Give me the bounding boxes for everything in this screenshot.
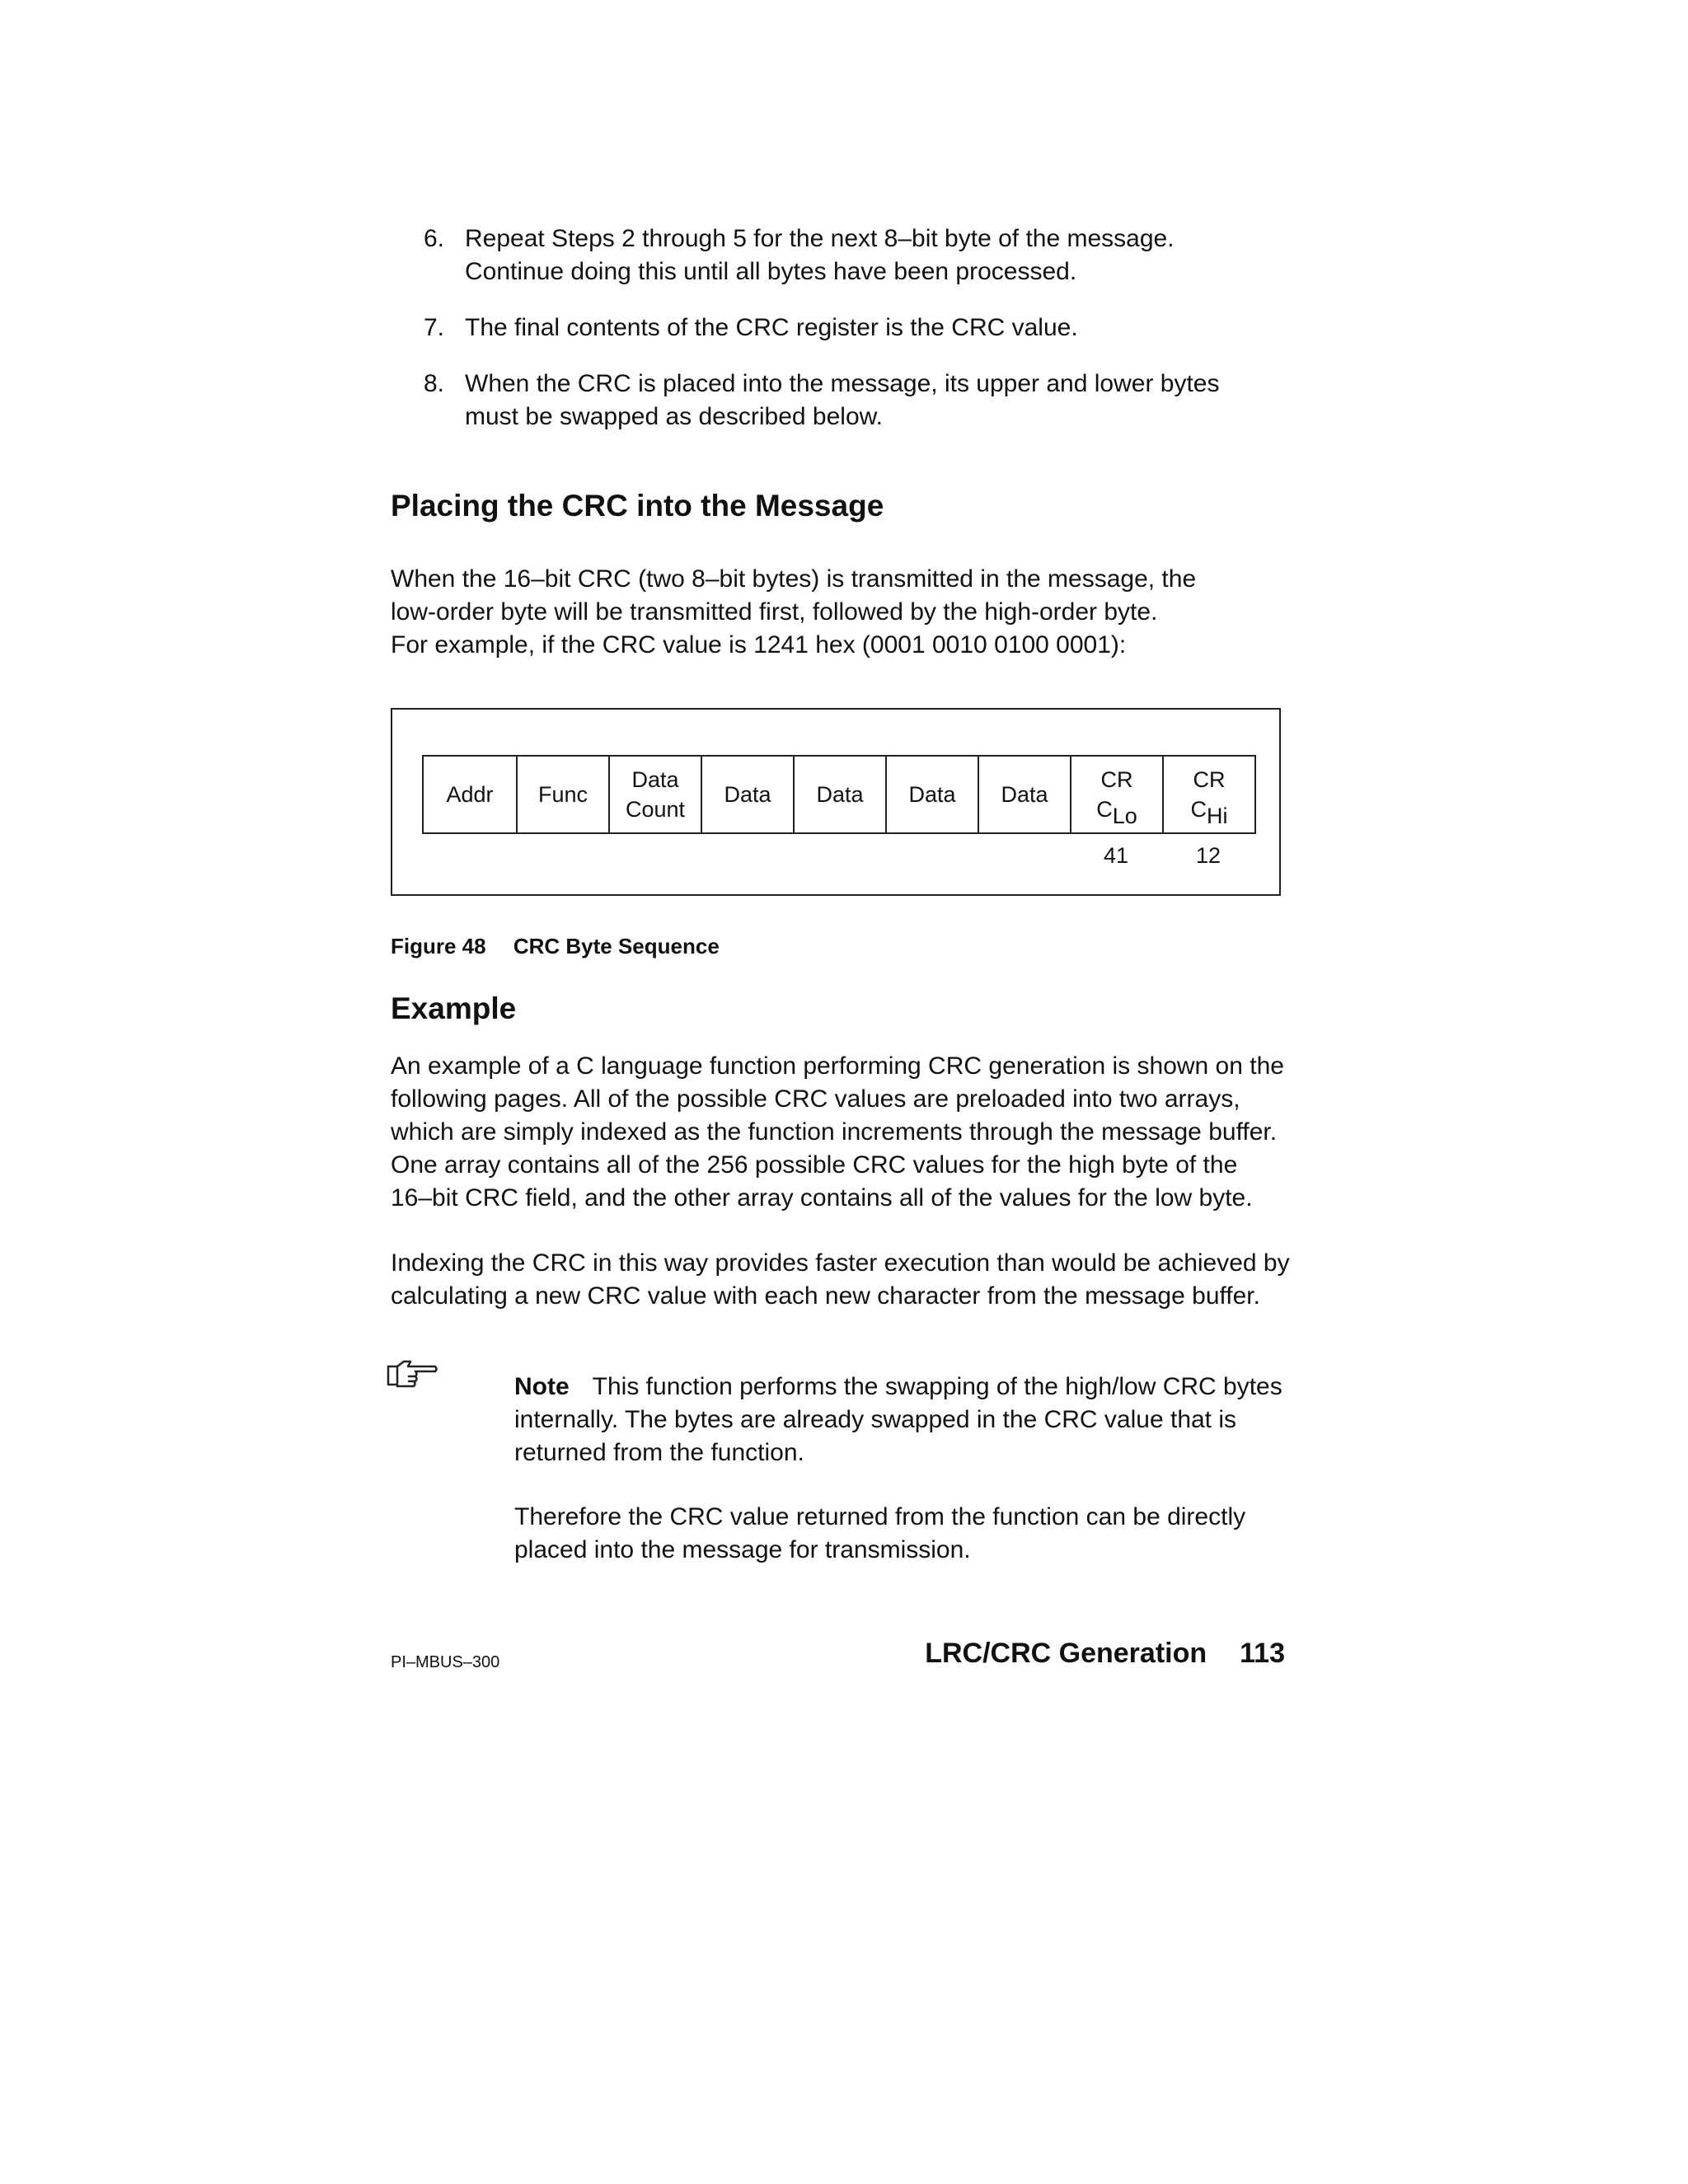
steps-list <box>424 223 1281 457</box>
paragraph-line: calculating a new CRC value with each new character from the message buffer. <box>391 1282 1260 1310</box>
list-text: When the CRC is placed into the message, its upper and lower bytes <box>465 370 1220 397</box>
figure-caption <box>391 934 720 959</box>
list-text: must be swapped as described below. <box>465 403 883 430</box>
list-text: Continue doing this until all bytes have been processed. <box>465 258 1077 285</box>
figure-label: Figure 48 <box>391 934 486 958</box>
figure-title: CRC Byte Sequence <box>513 934 720 958</box>
list-item <box>424 368 1281 434</box>
paragraph-line: An example of a C language function performing CRC generation is shown on the <box>391 1052 1284 1080</box>
cell-label: CR <box>1193 767 1226 792</box>
paragraph-line: which are simply indexed as the function increments through the message buffer. <box>391 1118 1278 1146</box>
footer-doc-id: PI–MBUS–300 <box>391 1653 500 1671</box>
paragraph-line: 16–bit CRC field, and the other array contains all of the values for the low byte. <box>391 1184 1253 1212</box>
cell-label: C <box>1096 797 1113 822</box>
byte-cell-addr <box>424 757 516 832</box>
list-text: Repeat Steps 2 through 5 for the next 8–bit byte of the message. <box>465 225 1175 252</box>
section-paragraph <box>391 1247 1306 1313</box>
footer-chapter <box>925 1638 1285 1670</box>
byte-cell-data <box>978 757 1070 832</box>
footer-chapter-title: LRC/CRC Generation <box>925 1638 1207 1669</box>
list-number: 8. <box>424 370 445 397</box>
note-line <box>514 1371 1289 1404</box>
cell-label: Count <box>625 797 686 822</box>
note-spacer <box>514 1469 1289 1501</box>
cell-label: Data <box>816 782 864 807</box>
cell-label: Addr <box>446 782 494 807</box>
byte-cell-data <box>701 757 793 832</box>
note-block <box>514 1371 1289 1567</box>
cell-label: Data <box>1001 782 1048 807</box>
list-item <box>424 312 1281 344</box>
pointing-hand-icon <box>386 1358 438 1394</box>
page-number: 113 <box>1240 1638 1285 1669</box>
crc-hi-value: 12 <box>1195 843 1221 868</box>
note-text: This function performs the swapping of the high/low CRC bytes <box>592 1373 1282 1400</box>
cell-label: C <box>1190 797 1207 822</box>
note-line: internally. The bytes are already swapped in the CRC value that is <box>514 1406 1237 1433</box>
byte-cell-crc-lo <box>1070 757 1162 832</box>
list-item <box>424 223 1281 288</box>
list-number: 7. <box>424 314 445 341</box>
paragraph-line: When the 16–bit CRC (two 8–bit bytes) is transmitted in the message, the <box>391 565 1197 593</box>
note-line: placed into the message for transmission. <box>514 1536 971 1563</box>
cell-subscript: Lo <box>1112 804 1137 828</box>
section-heading: Placing the CRC into the Message <box>391 489 884 523</box>
cell-label: Data <box>631 767 679 792</box>
cell-label: Data <box>908 782 956 807</box>
note-label: Note <box>514 1373 570 1400</box>
paragraph-line: Indexing the CRC in this way provides faster execution than would be achieved by <box>391 1249 1290 1277</box>
byte-sequence-row <box>422 755 1256 834</box>
paragraph-line: low-order byte will be transmitted first, followed by the high-order byte. <box>391 598 1158 626</box>
list-number: 6. <box>424 225 445 252</box>
paragraph-line: One array contains all of the 256 possible CRC values for the high byte of the <box>391 1151 1238 1179</box>
byte-cell-data <box>885 757 978 832</box>
paragraph-line: following pages. All of the possible CRC values are preloaded into two arrays, <box>391 1085 1240 1113</box>
byte-cell-data-count <box>608 757 701 832</box>
section-paragraph <box>391 1050 1306 1215</box>
section-paragraph <box>391 563 1306 662</box>
cell-label: CR <box>1100 767 1133 792</box>
crc-byte-sequence-figure <box>391 708 1281 896</box>
cell-subscript: Hi <box>1207 804 1228 828</box>
paragraph-line: For example, if the CRC value is 1241 hex (0001 0010 0100 0001): <box>391 631 1127 658</box>
byte-cell-data <box>793 757 885 832</box>
byte-cell-crc-hi <box>1162 757 1254 832</box>
note-line: Therefore the CRC value returned from the function can be directly <box>514 1503 1246 1530</box>
crc-lo-value: 41 <box>1103 843 1129 868</box>
list-text: The final contents of the CRC register is the CRC value. <box>465 314 1078 341</box>
byte-cell-func <box>516 757 608 832</box>
section-heading: Example <box>391 991 517 1025</box>
cell-label: Data <box>724 782 771 807</box>
note-line: returned from the function. <box>514 1439 804 1466</box>
cell-label: Func <box>537 782 588 807</box>
